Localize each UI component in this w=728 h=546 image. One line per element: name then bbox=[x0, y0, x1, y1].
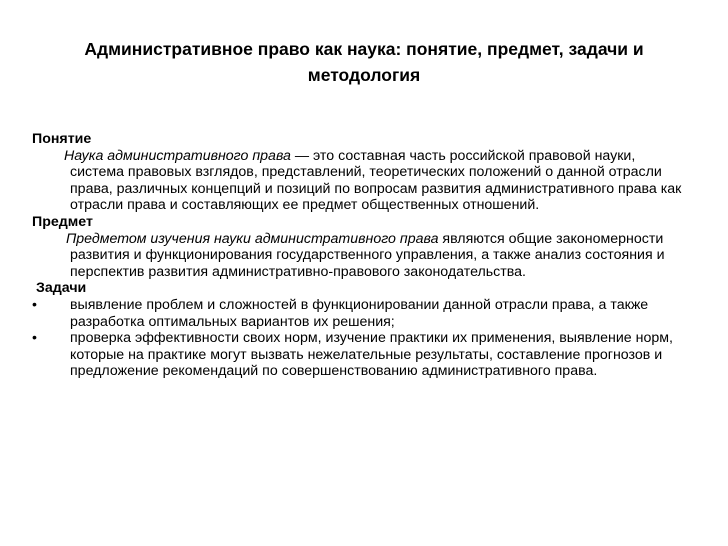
concept-italic-term: Наука административного права bbox=[64, 147, 291, 164]
subject-italic-term: Предметом изучения науки административного права bbox=[66, 230, 439, 247]
subject-text: являются общие закономерности развития и функционирования государственного управления, а также анализ состояния и перспектив развития административно-правового законодательства. bbox=[70, 230, 665, 280]
concept-text: — это составная часть российской правовой науки, система правовых взглядов, представлений, теоретических положений о данной отрасли права, различных концепций и позиций по вопросам развития административного права как отрасли права и составляющих ее предмет общественных отношений. bbox=[70, 147, 682, 214]
concept-heading: Понятие bbox=[32, 131, 92, 147]
list-item bbox=[32, 330, 692, 380]
concept-paragraph bbox=[32, 148, 692, 214]
list-item-text: проверка эффективности своих норм, изучение практики их применения, выявление норм, которые на практике могут вызвать нежелательные результаты, составление прогнозов и предложение рекомендаций по совершенствованию административного права. bbox=[70, 330, 673, 380]
list-item bbox=[32, 297, 692, 330]
bullet-icon: • bbox=[32, 330, 37, 347]
list-item-text: выявление проблем и сложностей в функционировании данной отрасли права, а также разработка оптимальных вариантов их решения; bbox=[70, 296, 649, 330]
tasks-heading: Задачи bbox=[36, 280, 87, 297]
slide-title: Административное право как наука: понятие, предмет, задачи и методология bbox=[84, 39, 644, 85]
tasks-list bbox=[32, 297, 692, 380]
bullet-icon: • bbox=[32, 296, 37, 313]
subject-heading: Предмет bbox=[32, 213, 93, 230]
subject-paragraph bbox=[32, 231, 692, 281]
slide-content bbox=[32, 131, 692, 380]
